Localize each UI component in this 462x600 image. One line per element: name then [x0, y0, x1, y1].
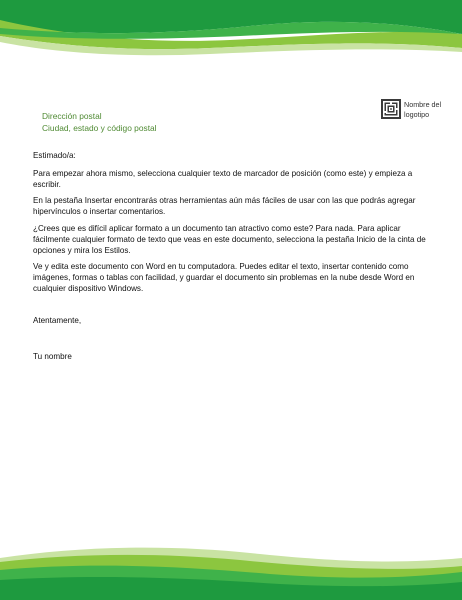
logo-name: Nombre del logotipo	[404, 100, 442, 119]
body-paragraph: En la pestaña Insertar encontrarás otras herramientas aún más fáciles de usar con las que podrás agregar hipervínculos o insertar comentarios.	[33, 196, 416, 217]
signature-name: Tu nombre	[33, 352, 72, 361]
sender-address	[42, 111, 157, 134]
address-line: Dirección postal	[42, 111, 102, 121]
logo-placeholder	[381, 99, 450, 119]
city-line: Ciudad, estado y código postal	[42, 122, 157, 133]
maze-logo-icon	[381, 99, 401, 119]
footer-wave-band	[0, 544, 462, 600]
body-paragraph: ¿Crees que es difícil aplicar formato a un documento tan atractivo como este? Para nada. Para aplicar fácilmente cualquier formato de texto que veas en este documento, selecciona la pestaña Inicio de la cinta de opciones y mira los Estilos.	[33, 223, 426, 255]
letter-body	[33, 151, 433, 300]
body-paragraph: Ve y edita este documento con Word en tu computadora. Puedes editar el texto, insertar contenido como imágenes, formas o tablas con facilidad, y guardar el documento sin problemas en la nube desde Word en cualquier dispositivo Windows.	[33, 262, 415, 293]
body-paragraph: Para empezar ahora mismo, selecciona cualquier texto de marcador de posición (como este) y empieza a escribir.	[33, 168, 413, 189]
salutation: Estimado/a:	[33, 151, 76, 160]
header-wave-band	[0, 0, 462, 62]
closing: Atentamente,	[33, 316, 82, 325]
